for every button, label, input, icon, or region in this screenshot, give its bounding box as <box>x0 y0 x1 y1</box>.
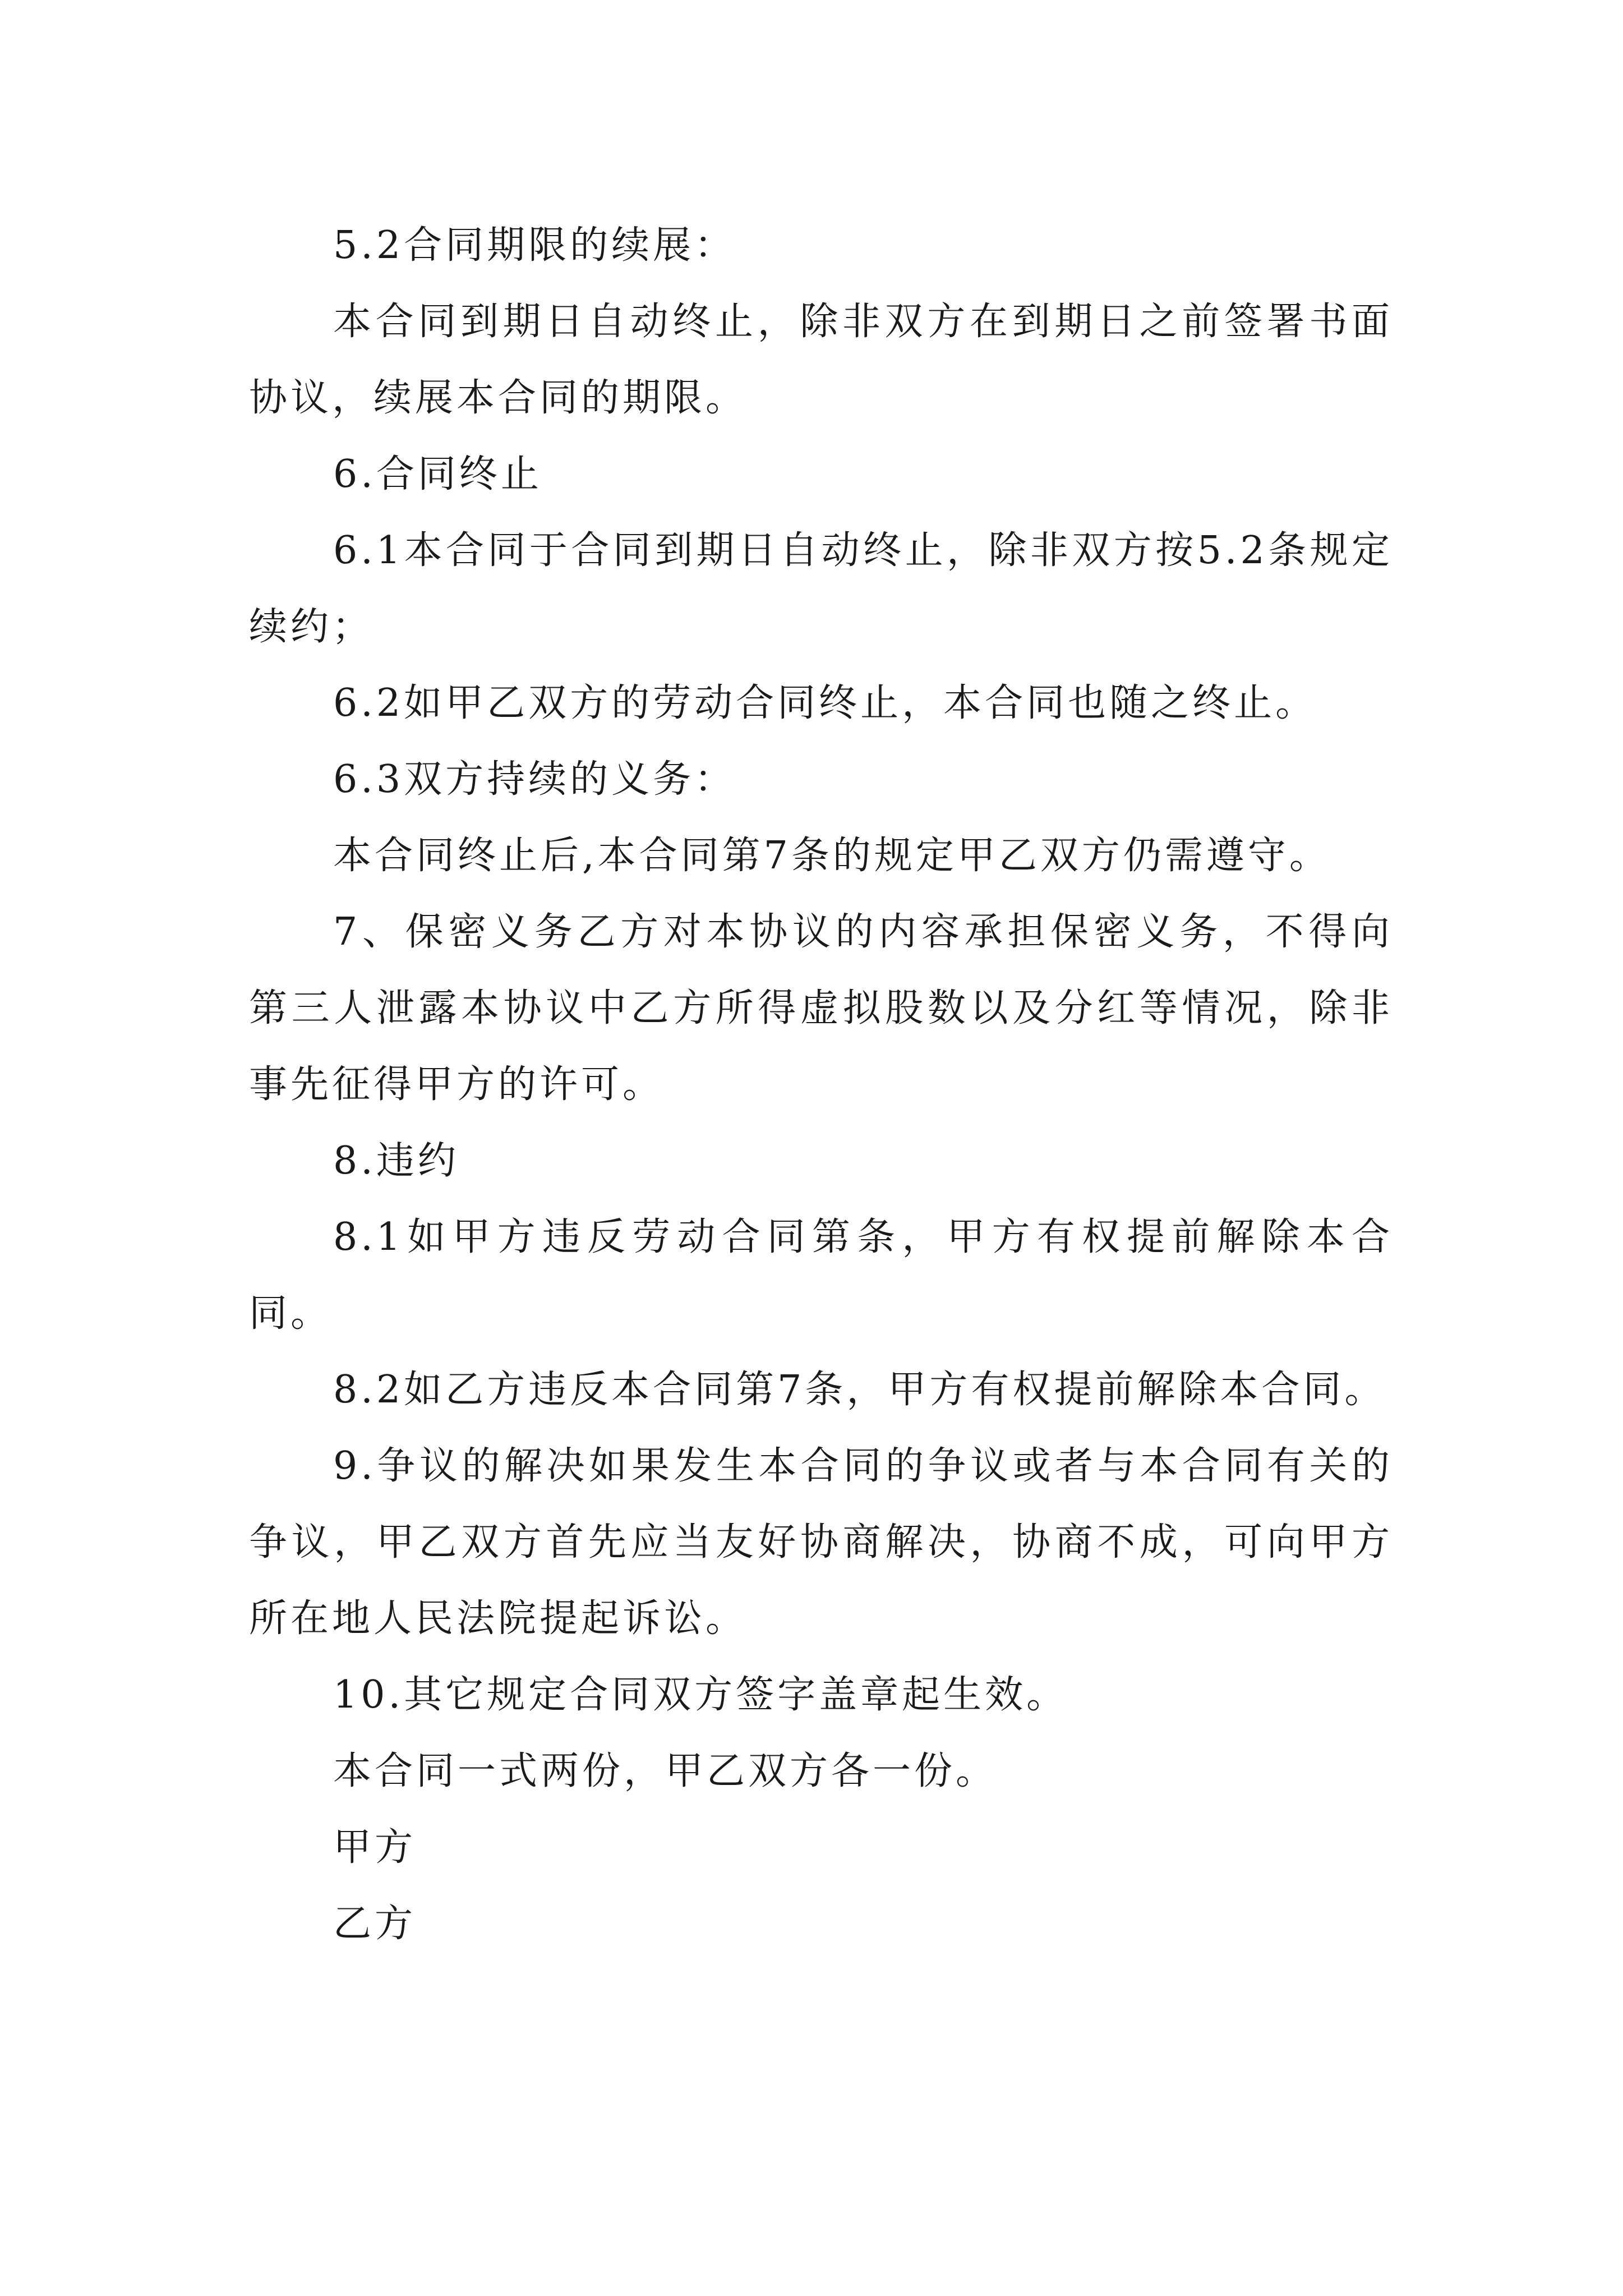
paragraph-6-title: 6.合同终止 <box>333 452 542 496</box>
paragraph-8-2: 8.2如乙方违反本合同第7条，甲方有权提前解除本合同。 <box>333 1368 1386 1412</box>
signature-party-b: 乙方 <box>333 1902 417 1946</box>
paragraph-7-confidentiality: 7、保密义务乙方对本协议的内容承担保密义务，不得向第三人泄露本协议中乙方所得虚拟股数以及分红等情况，除非事先征得甲方的许可。 <box>249 910 1393 1107</box>
paragraph-copies: 本合同一式两份，甲乙双方各一份。 <box>333 1749 998 1793</box>
paragraph-renewal-text: 本合同到期日自动终止，除非双方在到期日之前签署书面协议，续展本合同的期限。 <box>249 300 1393 420</box>
paragraph-5-2-title: 5.2合同期限的续展： <box>333 223 736 268</box>
paragraph-8-1: 8.1如甲方违反劳动合同第条，甲方有权提前解除本合同。 <box>249 1215 1393 1336</box>
paragraph-6-1: 6.1本合同于合同到期日自动终止，除非双方按5.2条规定续约； <box>249 528 1393 649</box>
signature-party-a: 甲方 <box>333 1825 417 1870</box>
paragraph-6-3-text: 本合同终止后,本合同第7条的规定甲乙双方仍需遵守。 <box>333 834 1331 878</box>
paragraph-6-3-title: 6.3双方持续的义务： <box>333 757 736 802</box>
paragraph-8-title: 8.违约 <box>333 1139 459 1183</box>
paragraph-9-dispute: 9.争议的解决如果发生本合同的争议或者与本合同有关的争议，甲乙双方首先应当友好协商解决，协商不成，可向甲方所在地人民法院提起诉讼。 <box>249 1444 1393 1641</box>
paragraph-10-other: 10.其它规定合同双方签字盖章起生效。 <box>333 1673 1068 1717</box>
document-body <box>249 208 1393 1962</box>
paragraph-6-2: 6.2如甲乙双方的劳动合同终止，本合同也随之终止。 <box>333 681 1317 725</box>
